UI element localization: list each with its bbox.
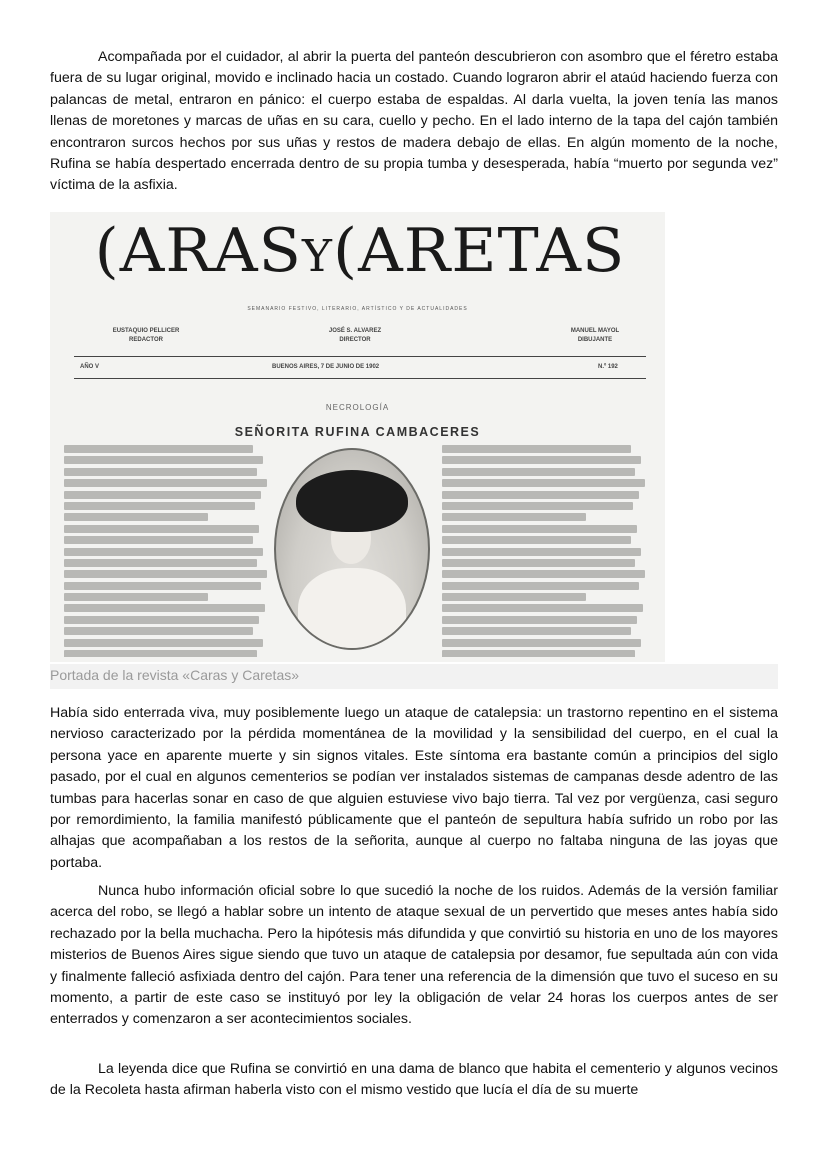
illegible-text-line — [64, 468, 257, 476]
paragraph-2: Había sido enterrada viva, muy posiblemente luego un ataque de catalepsia: un trastorno repentino en el sistema nervioso caracterizado por la pérdida momentánea de la movilidad y la sensibilidad del cuerpo, en el cual la persona yace en aparente muerte y sin signos vitales. Este síntoma era bastante común a principios del siglo pasado, por el cual en algunos cementerios se podían ver instalados sistemas de campanas desde adentro de las tumbas para hacerlas sonar en caso de que alguien estuviese vivo bajo tierra. Tal vez por vergüenza, casi seguro por remordimiento, la familia manifestó públicamente que el panteón de sepultura había sufrido un robo por las alhajas que acompañaban a los restos de la señorita, aunque al cuerpo no faltaba ninguna de las joyas que portaba. — [50, 705, 778, 871]
illegible-text-line — [442, 639, 641, 647]
illegible-text-line — [64, 456, 263, 464]
illegible-text-line — [64, 502, 255, 510]
illegible-text-line — [442, 650, 635, 657]
illegible-text-line — [64, 525, 259, 533]
illegible-text-line — [64, 548, 263, 556]
masthead-rule-bottom — [74, 378, 646, 379]
illegible-text-line — [64, 627, 253, 635]
illegible-text-line — [442, 491, 639, 499]
figure-caption: Portada de la revista «Caras y Caretas» — [50, 667, 300, 683]
masthead-logo: (ARASY(ARETAS — [94, 216, 626, 286]
illegible-text-line — [442, 479, 645, 487]
illegible-text-line — [64, 513, 208, 521]
paragraph-4: La leyenda dice que Rufina se convirtió en una dama de blanco que habita el cementerio y algunos vecinos de la Recoleta hasta afirman haberla visto con el mismo vestido que lucía el día de su muerte — [50, 1061, 778, 1099]
portrait-photo — [274, 448, 430, 650]
staff-right: MANUEL MAYOL DIBUJANTE — [570, 328, 620, 343]
illegible-text-line — [442, 548, 641, 556]
illegible-text-line — [64, 582, 261, 590]
illegible-text-line — [442, 616, 637, 624]
illegible-text-line — [442, 536, 631, 544]
illegible-text-line — [64, 639, 263, 647]
staff-center: JOSÉ S. ALVAREZ DIRECTOR — [328, 328, 382, 343]
illegible-text-line — [442, 570, 645, 578]
illegible-text-line — [64, 616, 259, 624]
illegible-text-line — [64, 593, 208, 601]
illegible-text-line — [64, 559, 257, 567]
illegible-text-line — [64, 604, 265, 612]
illegible-text-line — [442, 445, 631, 453]
issue-number: N.º 192 — [598, 364, 618, 370]
illegible-text-line — [64, 479, 267, 487]
article-column-right — [442, 445, 647, 657]
illegible-text-line — [64, 536, 253, 544]
article-column-left — [64, 445, 269, 657]
illegible-text-line — [442, 559, 635, 567]
illegible-text-line — [442, 513, 586, 521]
illegible-text-line — [442, 582, 639, 590]
illegible-text-line — [442, 627, 631, 635]
illegible-text-line — [442, 593, 586, 601]
illegible-text-line — [442, 456, 641, 464]
illegible-text-line — [64, 570, 267, 578]
issue-date: BUENOS AIRES, 7 DE JUNIO DE 1902 — [272, 364, 380, 370]
paragraph-3: Nunca hubo información oficial sobre lo que sucedió la noche de los ruidos. Además de la versión familiar acerca del robo, se llegó a hablar sobre un intento de ataque sexual de un pervertido que meses antes había sido rechazado por la bella muchacha. Pero la hipótesis más difundida y que convirtió su historia en uno de los mayores misterios de Buenos Aires sigue siendo que tuvo un ataque de catalepsia por desamor, fue sepultada aún con vida y finalmente falleció asfixiada dentro del cajón. Para tener una referencia de la dimensión que tuvo el suceso en su momento, a partir de este caso se instituyó por ley la obligación de velar 24 horas los cuerpos antes de ser enterrados y comenzaron a ser acontecimientos sociales. — [50, 883, 778, 1028]
illegible-text-line — [442, 525, 637, 533]
section-title: NECROLOGÍA — [325, 403, 390, 412]
illegible-text-line — [442, 502, 633, 510]
issue-year: AÑO V — [80, 364, 100, 370]
masthead-tagline: SEMANARIO FESTIVO, LITERARIO, ARTÍSTICO Y DE ACTUALIDADES — [247, 306, 468, 312]
illegible-text-line — [64, 650, 257, 657]
paragraph-1: Acompañada por el cuidador, al abrir la puerta del panteón descubrieron con asombro que el féretro estaba fuera de su lugar original, movido e inclinado hacia un costado. Cuando lograron abrir el ataúd haciendo fuerza con palancas de metal, entraron en pánico: el cuerpo estaba de espaldas. Al darla vuelta, la joven tenía las manos llenas de moretones y marcas de uñas en su cara, cuello y pecho. En el lado interno de la tapa del cajón también encontraron surcos hechos por sus uñas y restos de madera debajo de ellas. En algún momento de la noche, Rufina se había despertado encerrada dentro de su propia tumba y desesperada, había “muerto por segunda vez” víctima de la asfixia. — [50, 49, 778, 194]
magazine-cover-image — [50, 212, 665, 662]
staff-left: EUSTAQUIO PELLICER REDACTOR — [112, 328, 180, 343]
masthead-rule-top — [74, 356, 646, 357]
illegible-text-line — [64, 491, 261, 499]
illegible-text-line — [442, 468, 635, 476]
article-headline: SEÑORITA RUFINA CAMBACERES — [234, 425, 481, 439]
illegible-text-line — [442, 604, 643, 612]
illegible-text-line — [64, 445, 253, 453]
